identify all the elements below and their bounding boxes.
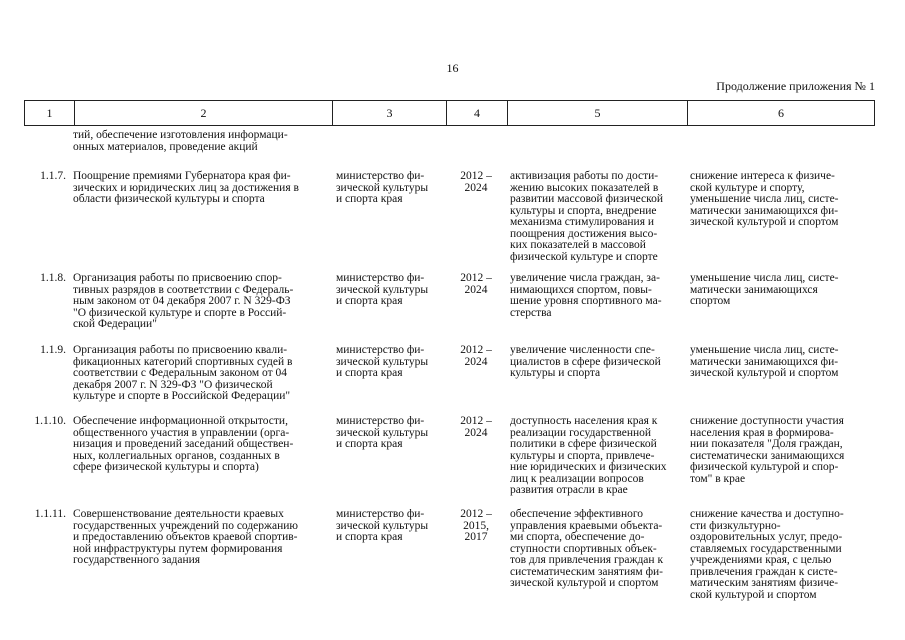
executor-cell: министерство фи- зической культуры и спорта края	[336, 508, 429, 543]
expected-result-cell: активизация работы по дости- жению высоких показателей в развитии массовой физической культуры и спорта, внедрение механизма стимулирования и поощрения достижения высо- ких показателей в массовой физической культуре и спорте	[510, 170, 664, 263]
activity-cell: тий, обеспечение изготовления информаци- онных материалов, проведение акций	[73, 129, 288, 153]
expected-result-cell: увеличение численности спе- циалистов в сфере физической культуры и спорта	[510, 344, 661, 379]
period-cell: 2012 – 2024	[460, 415, 492, 439]
expected-result-cell: доступность населения края к реализации государственной политики в сфере физической культуры и спорта, привлече- ние юридических и физических лиц к реализации вопросов развития отрасли в крае	[510, 415, 667, 496]
executor-cell: министерство фи- зической культуры и спорта края	[336, 170, 429, 205]
item-number: 1.1.9.	[40, 344, 66, 356]
period-cell: 2012 – 2015, 2017	[460, 508, 492, 543]
executor-cell: министерство фи- зической культуры и спорта края	[336, 415, 429, 450]
column-header-1: 1	[46, 106, 53, 120]
expected-result-cell: увеличение числа граждан, за- нимающихся спортом, повы- шение уровня спортивного ма- стерства	[510, 272, 662, 319]
consequence-cell: уменьшение числа лиц, систе- матически занимающихся спортом	[690, 272, 839, 307]
period-cell: 2012 – 2024	[460, 170, 492, 194]
column-header-3: 3	[332, 101, 446, 125]
appendix-continuation-label: Продолжение приложения № 1	[716, 79, 875, 93]
activity-cell: Организация работы по присвоению спор- тивных разрядов в соответствии с Федераль- ным законом от 04 декабря 2007 г. N 329-ФЗ "О физической культуре и спорте в Россий- ской Федерации"	[73, 272, 294, 330]
activity-cell: Совершенствование деятельности краевых государственных учреждений по содержанию и предоставлению объектов краевой спортив- ной инфраструктуры путем формирования государственного задания	[73, 508, 298, 566]
executor-cell: министерство фи- зической культуры и спорта края	[336, 272, 429, 307]
page-number: 16	[446, 61, 459, 75]
item-number: 1.1.10.	[34, 415, 66, 427]
consequence-cell: снижение интереса к физиче- ской культуре и спорту, уменьшение числа лиц, систе- матически занимающихся фи- зической культурой и спортом	[690, 170, 839, 228]
consequence-cell: снижение качества и доступно- сти физкультурно- оздоровительных услуг, предо- ставляемых государственными учреждениями края, с целью привлечения граждан к систе- матическим занятиям физиче- ской культурой и спортом	[690, 508, 844, 601]
executor-cell: министерство фи- зической культуры и спорта края	[336, 344, 429, 379]
consequence-cell: уменьшение числа лиц, систе- матически занимающихся фи- зической культурой и спортом	[690, 344, 839, 379]
item-number: 1.1.11.	[34, 508, 66, 520]
column-header-4: 4	[446, 101, 507, 125]
activity-cell: Обеспечение информационной открытости, общественного участия в управлении (орга- низация и проведений заседаний обществен- ных, коллегиальных органов, созданных в сфере физической культуры и спорта)	[73, 415, 294, 473]
period-cell: 2012 – 2024	[460, 272, 492, 296]
table-header-row	[24, 100, 875, 126]
column-header-5: 5	[507, 101, 687, 125]
item-number: 1.1.8.	[40, 272, 66, 284]
activity-cell: Поощрение премиями Губернатора края фи- зических и юридических лиц за достижения в области физической культуры и спорта	[73, 170, 299, 205]
consequence-cell: снижение доступности участия населения края в формирова- нии показателя "Доля граждан, систематически занимающихся физической культурой и спор- том" в крае	[690, 415, 845, 485]
expected-result-cell: обеспечение эффективного управления краевыми объекта- ми спорта, обеспечение до- ступности спортивных объек- тов для привлечения граждан к систематическим занятиям фи- зической культурой и спортом	[510, 508, 664, 589]
period-cell: 2012 – 2024	[460, 344, 492, 368]
item-number: 1.1.7.	[40, 170, 66, 182]
column-header-2: 2	[74, 101, 332, 125]
activity-cell: Организация работы по присвоению квали- фикационных категорий спортивных судей в соответствии с Федеральным законом от 04 декабря 2007 г. N 329-ФЗ "О физической культуре и спорте в Российской Федерации"	[73, 344, 293, 402]
column-header-6: 6	[687, 101, 874, 125]
